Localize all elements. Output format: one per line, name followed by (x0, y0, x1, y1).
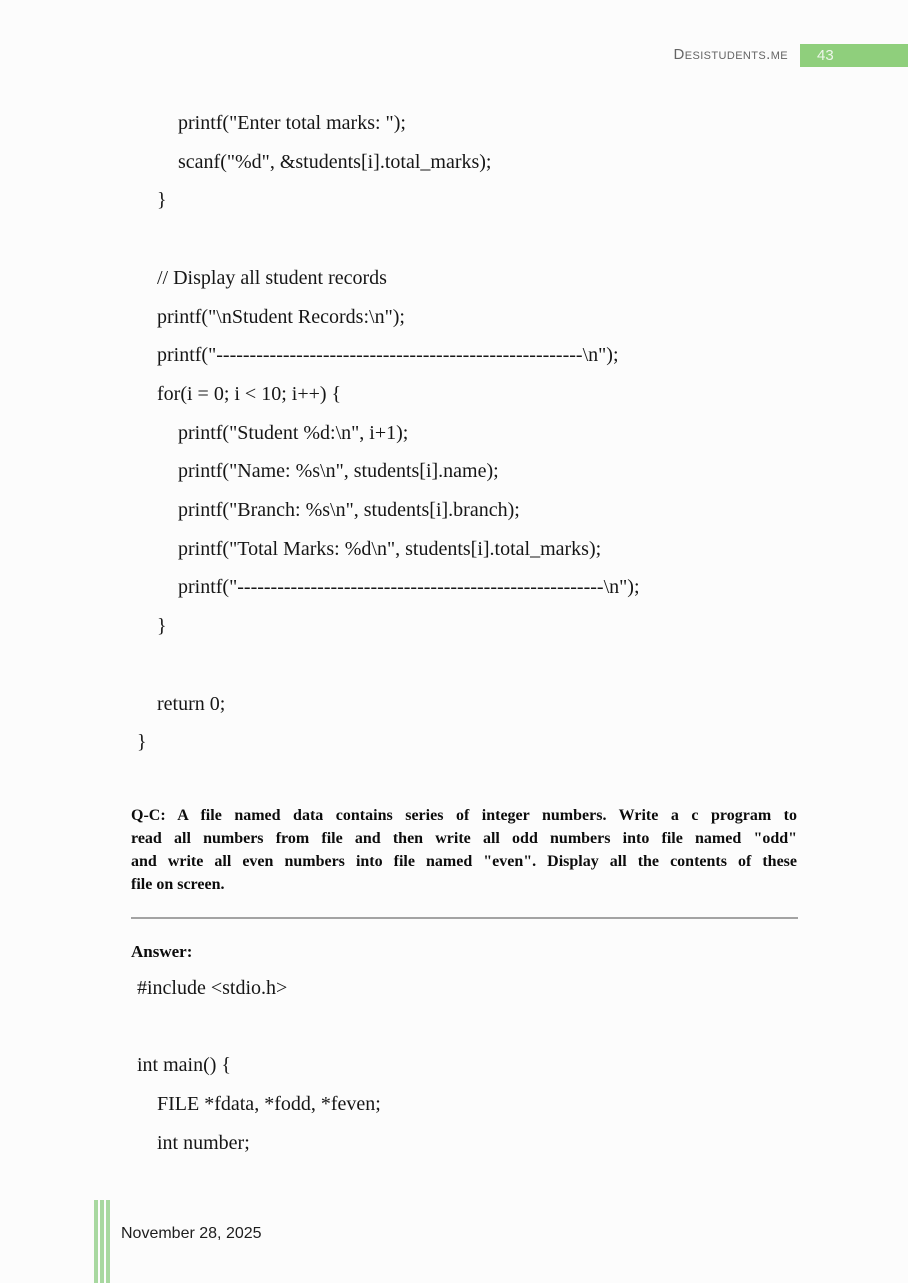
page-number-badge: 43 (800, 44, 908, 67)
page-content (131, 104, 803, 1162)
code-blank-line (131, 646, 803, 685)
code-line: int number; (157, 1131, 250, 1154)
section-divider (131, 917, 798, 919)
code-block-student-records (131, 104, 803, 762)
code-line: int main() { (137, 1054, 232, 1077)
code-line: printf("-------------------------------------------------------\n"); (157, 344, 619, 367)
answer-label: Answer: (131, 941, 193, 961)
footer-decorative-stripes (94, 1200, 110, 1283)
code-line: printf("Branch: %s\n", students[i].branch); (178, 499, 520, 522)
question-q-c (131, 804, 797, 896)
code-line: } (137, 731, 147, 754)
question-line: Q-C: A file named data contains series of integer numbers. Write a c program to (131, 806, 797, 824)
question-line: and write all even numbers into file named "even". Display all the contents of these (131, 852, 797, 870)
code-blank-line (131, 220, 803, 259)
code-line: } (157, 189, 167, 212)
code-line: printf("Total Marks: %d\n", students[i].total_marks); (178, 537, 602, 560)
code-line: printf("-------------------------------------------------------\n"); (178, 576, 640, 599)
code-line: printf("\nStudent Records:\n"); (157, 305, 405, 328)
code-line: for(i = 0; i < 10; i++) { (157, 382, 342, 405)
code-line: FILE *fdata, *fodd, *feven; (157, 1093, 381, 1116)
footer-date: November 28, 2025 (121, 1225, 262, 1242)
code-line: printf("Enter total marks: "); (178, 112, 406, 134)
code-line: printf("Name: %s\n", students[i].name); (178, 460, 499, 483)
question-line: read all numbers from file and then write all odd numbers into file named "odd" (131, 829, 797, 847)
code-line: #include <stdio.h> (137, 976, 288, 999)
code-blank-line (131, 1008, 803, 1047)
header-site-label: Desistudents.me (673, 46, 788, 63)
code-line: printf("Student %d:\n", i+1); (178, 421, 409, 444)
question-line: file on screen. (131, 875, 225, 893)
code-block-file-program (131, 969, 803, 1163)
code-line: scanf("%d", &students[i].total_marks); (178, 150, 492, 173)
code-line: return 0; (157, 692, 226, 715)
code-line: // Display all student records (157, 266, 387, 289)
code-line: } (157, 615, 167, 638)
